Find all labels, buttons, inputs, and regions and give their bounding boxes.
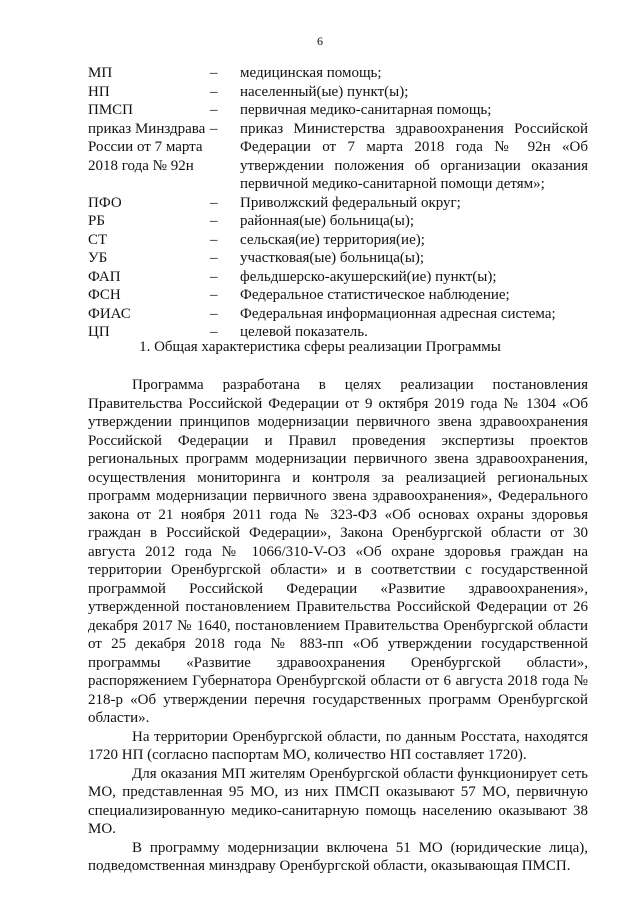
abbreviation-row: [88, 101, 588, 120]
abbreviation-dash: –: [210, 102, 218, 118]
abbreviation-term: ПМСП: [88, 102, 134, 118]
abbreviation-dash: –: [210, 305, 218, 322]
abbreviation-row: [88, 83, 588, 102]
paragraph: Программа разработана в целях реализации постановления Правительства Российской Федерации от 9 октября 2019 года № 1304 «Об утверждении принципов модернизации первичного звена здравоохранения Российской Федерации и Правил проведения экспертизы проектов региональных программ модернизации первичного звена здравоохранения, осуществления мониторинга и контроля за реализацией региональных программ модернизации первичного звена здравоохранения», Федерального закона от 21 ноября 2011 года № 323-ФЗ «Об основах охраны здоровья граждан в Российской Федерации», Закона Оренбургской области от 30 августа 2012 года № 1066/310-V-ОЗ «Об охране здоровья граждан на территории Оренбургской области» и в соответствии с государственной программой Российской Федерации «Развитие здравоохранения», утвержденной постановлением Правительства Российской Федерации от 26 декабря 2017 № 1640, постановлением Правительства Оренбургской области от 25 декабря 2018 года № 883-пп «Об утверждении государственной программы «Развитие здравоохранения Оренбургской области», распоряжением Губернатора Оренбургской области от 6 августа 2018 года № 218-р «Об утверждении перечня государственных программ Оренбургской области».: [88, 377, 588, 726]
abbreviation-definition: Федеральная информационная адресная система;: [240, 305, 556, 322]
abbreviation-row: [88, 194, 588, 213]
abbreviation-row: [88, 249, 588, 268]
abbreviation-definition: участковая(ые) больница(ы);: [240, 250, 425, 266]
abbreviation-term: НП: [88, 83, 110, 100]
abbreviation-term: приказ Минздрава России от 7 марта 2018 года № 92н: [88, 120, 206, 174]
abbreviation-dash: –: [210, 213, 218, 229]
abbreviation-definition: Приволжский федеральный округ;: [240, 194, 461, 211]
abbreviation-term: ФАП: [88, 268, 121, 285]
paragraph: В программу модернизации включена 51 МО (юридические лица), подведомственная минздраву Оренбургской области, оказывающая ПМСП.: [88, 839, 588, 874]
abbreviation-definition: Федеральное статистическое наблюдение;: [240, 287, 510, 303]
abbreviation-term: ЦП: [88, 324, 110, 340]
abbreviation-row: [88, 64, 588, 83]
abbreviation-dash: –: [210, 83, 218, 100]
paragraph: На территории Оренбургской области, по данным Росстата, находятся 1720 НП (согласно паспортам МО, количество НП составляет 1720).: [88, 728, 588, 763]
abbreviation-dash: –: [210, 268, 218, 285]
abbreviation-dash: –: [210, 324, 218, 340]
abbreviation-row: [88, 268, 588, 287]
abbreviation-row: [88, 212, 588, 231]
page-number: 6: [317, 34, 323, 48]
abbreviation-dash: –: [210, 231, 218, 248]
abbreviation-row: [88, 120, 588, 194]
abbreviation-term: МП: [88, 65, 113, 81]
abbreviations-table: [88, 64, 588, 342]
abbreviation-row: [88, 231, 588, 250]
abbreviation-row: [88, 305, 588, 324]
abbreviation-term: ФСН: [88, 287, 121, 303]
paragraph: Для оказания МП жителям Оренбургской области функционирует сеть МО, представленная 95 МО, из них ПМСП оказывают 57 МО, первичную специализированную медико-санитарную помощь населению оказывают 38 МО.: [88, 765, 588, 837]
abbreviation-dash: –: [210, 65, 218, 81]
abbreviation-definition: районная(ые) больница(ы);: [240, 213, 415, 229]
abbreviation-term: СТ: [88, 231, 108, 248]
abbreviation-definition: приказ Министерства здравоохранения Российской Федерации от 7 марта 2018 года № 92н «Об утверждении положения об организации оказания первичной медико-санитарной помощи детям»;: [240, 120, 588, 192]
abbreviation-term: ФИАС: [88, 305, 131, 322]
abbreviation-dash: –: [210, 250, 218, 266]
abbreviation-definition: целевой показатель.: [240, 324, 368, 340]
body-text: [88, 376, 588, 876]
abbreviation-term: РБ: [88, 213, 105, 229]
abbreviation-definition: медицинская помощь;: [240, 65, 382, 81]
abbreviation-definition: сельская(ие) территория(ие);: [240, 231, 425, 248]
abbreviation-dash: –: [210, 120, 218, 137]
abbreviation-row: [88, 286, 588, 305]
abbreviation-term: ПФО: [88, 194, 122, 211]
abbreviation-definition: первичная медико-санитарная помощь;: [240, 102, 492, 118]
abbreviation-definition: населенный(ые) пункт(ы);: [240, 83, 409, 100]
abbreviation-dash: –: [210, 194, 218, 211]
abbreviation-term: УБ: [88, 250, 108, 266]
abbreviation-definition: фельдшерско-акушерский(ие) пункт(ы);: [240, 268, 497, 285]
section-heading: 1. Общая характеристика сферы реализации Программы: [139, 339, 501, 355]
abbreviation-dash: –: [210, 287, 218, 303]
